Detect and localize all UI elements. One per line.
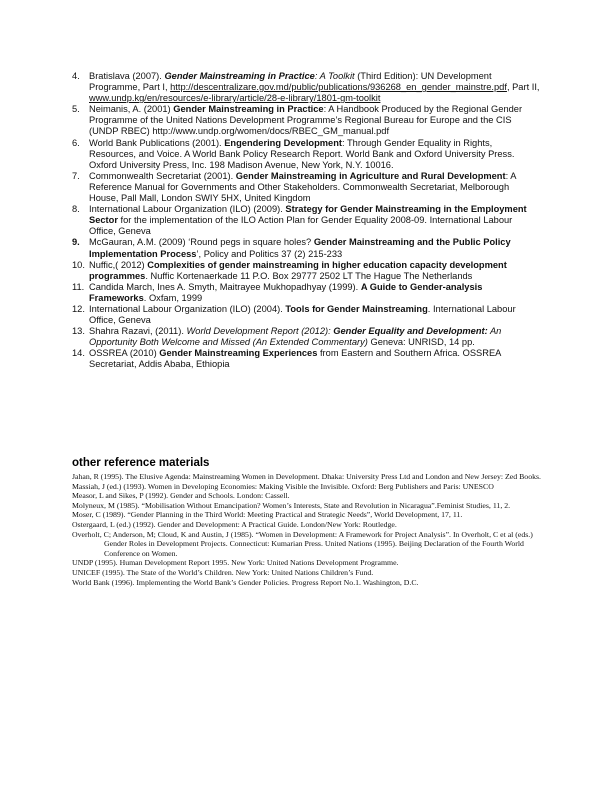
list-item: Moser, C (1989). “Gender Planning in the Third World: Meeting Practical and Strategic Needs”, World Development, 17, 11. — [72, 510, 463, 520]
list-item: UNICEF (1995). The State of the World’s Children. New York: United Nations Children’s Fund. — [72, 567, 374, 577]
reference-title: Gender Equality and Development: — [333, 326, 488, 337]
reference-item: 4. Bratislava (2007). Gender Mainstreaming in Practice: A Toolkit (Third Edition): UN Development Programme, Part I, http://descentralizare.gov.md/public/publications/936268_en_gender_mainstre.pdf, Part II, www.undp.kg/en/resources/e-library/article/28-e-library/1801-gm-toolkit — [72, 71, 540, 104]
reference-link[interactable]: http://descentralizare.gov.md/public/publications/936268_en_gender_mainstre.pdf — [170, 82, 507, 93]
reference-number: 4. — [72, 71, 80, 81]
numbered-reference-list — [72, 71, 540, 371]
reference-title: Engendering Development — [224, 137, 342, 148]
reference-title: Gender Mainstreaming in Practice — [164, 71, 315, 81]
reference-title: Tools for Gender Mainstreaming — [285, 303, 428, 314]
list-item: Measor, L and Sikes, P (1992). Gender and Schools. London: Cassell. — [72, 491, 290, 501]
reference-item: 7. Commonwealth Secretariat (2001). Gender Mainstreaming in Agriculture and Rural Development: A Reference Manual for Governments and Other Stakeholders. Commonwealth Secretariat, Melborough House, Pall Mall, London SWIY 5HX, United Kingdom — [72, 170, 516, 204]
reference-item: 8. International Labour Organization (ILO) (2009). Strategy for Gender Mainstreaming in the Employment Sector for the implementation of the ILO Action Plan for Gender Equality 2008-09. International Labour Office, Geneva — [72, 204, 527, 237]
reference-number: 9. — [72, 237, 80, 248]
reference-item: 10. Nuffic,( 2012) Complexities of gender mainstreaming in higher education capacity development programmes. Nuffic Kortenaerkade 11 P.O. Box 29777 2502 LT The Hague The Netherlands — [72, 259, 507, 281]
reference-link[interactable]: www.undp.kg/en/resources/e-library/article/28-e-library/1801-gm-toolkit — [89, 93, 381, 104]
reference-title: Complexities of gender mainstreaming in higher education capacity development programmes — [89, 259, 507, 281]
reference-item: 13. Shahra Razavi, (2011). World Development Report (2012): Gender Equality and Development: An Opportunity Both Welcome and Missed (An Extended Commentary) Geneva: UNRISD, 14 pp. — [72, 326, 502, 348]
list-item: UNDP (1995). Human Development Report 1995. New York: United Nations Development Programme. — [72, 558, 399, 568]
reference-item: 11. Candida March, Ines A. Smyth, Maitrayee Mukhopadhyay (1999). A Guide to Gender-analysis Frameworks. Oxfam, 1999 — [72, 281, 483, 303]
reference-number: 10. — [72, 259, 85, 270]
reference-number: 11. — [72, 281, 85, 292]
reference-item: 12. International Labour Organization (ILO) (2004). Tools for Gender Mainstreaming. International Labour Office, Geneva — [72, 303, 516, 326]
reference-item: 6. World Bank Publications (2001). Engendering Development: Through Gender Equality in Rights, Resources, and Voice. A World Bank Policy Research Report. World Bank and Oxford University Press. Oxford University Press, Inc. 198 Madison Avenue, New York, N.Y. 10016. — [72, 137, 515, 170]
list-item: Overholt, C; Anderson, M; Cloud, K and Austin, J (1985). “Women in Development: A Framework for Project Analysis”. In Overholt, C et al (eds.) Gender Roles in Development Projects. Connecticut: Kumarian Press. United Nations (1995). Beijing Declaration of the Fourth World Conference on Women. — [72, 529, 533, 558]
reference-title: Gender Mainstreaming in Agriculture and Rural Development — [235, 170, 506, 181]
reference-number: 12. — [72, 303, 85, 314]
reference-number: 14. — [72, 348, 85, 359]
reference-title: Gender Mainstreaming in Practice — [173, 104, 324, 115]
reference-number: 6. — [72, 137, 80, 148]
reference-item: 5. Neimanis, A. (2001) Gender Mainstreaming in Practice: A Handbook Produced by the Regional Gender Programme of the United Nations Development Programme’s Regional Bureau for Europe and the CIS (UNDP RBEC) http://www.undp.org/women/docs/RBEC_GM_manual.pdf — [72, 104, 523, 137]
list-item: Molyneux, M (1985). “Mobilisation Without Emancipation? Women’s Interests, State and Revolution in Nicaragua”.Feminist Studies, 11, 2. — [72, 500, 511, 510]
list-item: World Bank (1996). Implementing the World Bank’s Gender Policies. Progress Report No.1. Washington, D.C. — [72, 577, 419, 587]
reference-title: Strategy for Gender Mainstreaming in the Employment Sector — [89, 204, 527, 226]
list-item: Jahan, R (1995). The Elusive Agenda: Mainstreaming Women in Development. Dhaka: University Press Ltd and London and New Jersey: Zed Books. — [72, 472, 541, 481]
reference-item: 9. McGauran, A.M. (2009) ‘Round pegs in square holes? Gender Mainstreaming and the Public Policy Implementation Process’, Policy and Politics 37 (2) 215-233 — [72, 237, 511, 259]
reference-number: 7. — [72, 170, 80, 181]
reference-item: 14. OSSREA (2010) Gender Mainstreaming Experiences from Eastern and Southern Africa. OSSREA Secretariat, Addis Ababa, Ethiopia — [72, 348, 501, 370]
list-item: Ostergaard, L (ed.) (1992). Gender and Development: A Practical Guide. London/New York: Routledge. — [72, 519, 397, 529]
section-heading: other reference materials — [72, 457, 210, 469]
reference-number: 13. — [72, 326, 85, 337]
reference-title: Gender Mainstreaming and the Public Policy Implementation Process — [89, 237, 511, 259]
reference-number: 8. — [72, 204, 80, 215]
reference-number: 5. — [72, 104, 80, 115]
other-reference-list — [72, 472, 542, 587]
reference-title: A Guide to Gender-analysis Frameworks — [89, 281, 483, 303]
reference-title: Gender Mainstreaming Experiences — [159, 348, 318, 359]
list-item: Massiah, J (ed.) (1993). Women in Developing Economies: Making Visible the Invisible. Oxford: Berg Publishers and Paris: UNESCO — [72, 481, 494, 491]
